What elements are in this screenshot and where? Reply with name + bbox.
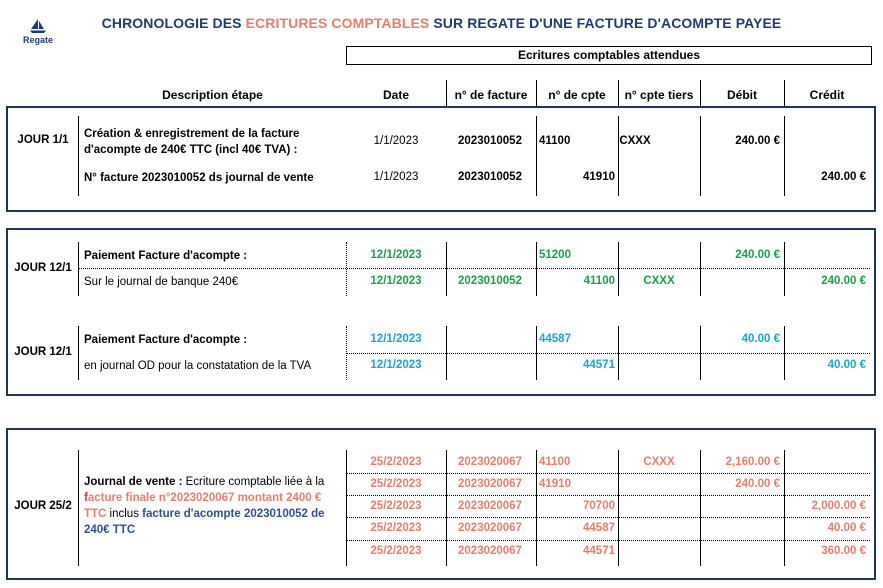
header-divider (536, 80, 537, 106)
header-divider (700, 80, 701, 106)
row-divider (346, 517, 870, 518)
entry-invoice: 2023010052 (458, 171, 522, 183)
entry-invoice: 2023020067 (458, 478, 522, 490)
entry-invoice: 2023020067 (458, 545, 522, 557)
day-divider (78, 116, 79, 196)
header-credit: Crédit (809, 88, 845, 102)
entry-credit: 2,000.00 € (811, 500, 866, 512)
entry-third-party: CXXX (619, 135, 651, 147)
entry-date: 25/2/2023 (370, 522, 422, 534)
header-account: n° de cpte (548, 88, 606, 102)
entry-date: 12/1/2023 (370, 333, 422, 345)
entry-date: 25/2/2023 (370, 545, 422, 557)
step-description: Sur le journal de banque 240€ (84, 276, 239, 288)
entry-account: 41100 (583, 275, 615, 287)
entry-date: 12/1/2023 (370, 359, 422, 371)
column-divider (536, 116, 537, 196)
row-divider (346, 495, 870, 496)
column-divider (618, 116, 619, 196)
entry-date: 25/2/2023 (370, 500, 422, 512)
desc-f-letter: f (84, 492, 88, 504)
entry-account: 44587 (539, 333, 571, 345)
entry-date: 1/1/2023 (373, 171, 419, 183)
entry-date: 12/1/2023 (370, 275, 422, 287)
header-third-party: n° cpte tiers (624, 88, 694, 102)
row-divider (78, 268, 870, 269)
entry-credit: 240.00 € (821, 275, 866, 287)
desc-deposit-invoice: facture d'acompte 2023010052 de 240€ TTC (84, 508, 325, 536)
entry-debit: 2,160.00 € (725, 456, 780, 468)
desc-text-inclus: inclus (106, 508, 143, 520)
day-label: JOUR 12/1 (14, 262, 72, 274)
entry-account: 41100 (539, 135, 571, 147)
header-divider (446, 80, 447, 106)
column-divider (446, 242, 447, 296)
step-description (84, 474, 336, 538)
entry-account: 44587 (583, 522, 615, 534)
entry-credit: 40.00 € (827, 359, 866, 371)
day-label: JOUR 1/1 (17, 134, 69, 146)
header-debit: Débit (727, 88, 757, 102)
step-description: Paiement Facture d'acompte : (84, 250, 248, 262)
entry-account: 51200 (539, 249, 571, 261)
step-description: Création & enregistrement de la facture d'acompte de 240€ TTC (incl 40€ TVA) : (84, 128, 300, 156)
title-part-1: CHRONOLOGIE DES (101, 15, 246, 31)
desc-journal-label: Journal de vente : (84, 476, 183, 488)
row-divider (346, 473, 870, 474)
header-divider (618, 80, 619, 106)
entry-debit: 240.00 € (735, 249, 780, 261)
entry-account: 41910 (583, 171, 615, 183)
block-jour-1-1 (6, 106, 876, 212)
entry-date: 25/2/2023 (370, 478, 422, 490)
entry-date: 25/2/2023 (370, 456, 422, 468)
header-invoice: n° de facture (454, 88, 528, 102)
column-divider (536, 242, 537, 296)
entry-account: 41100 (539, 456, 571, 468)
header-description: Description étape (162, 88, 263, 102)
entry-invoice: 2023010052 (458, 135, 522, 147)
day-divider (78, 450, 79, 566)
entry-date: 12/1/2023 (370, 249, 422, 261)
title-highlight: ECRITURES COMPTABLES (245, 15, 430, 31)
day-label: JOUR 12/1 (14, 346, 72, 358)
entry-account: 44571 (583, 359, 615, 371)
header-date: Date (382, 88, 409, 102)
title-part-3: SUR REGATE D'UNE FACTURE D'ACOMPTE PAYEE (429, 15, 782, 31)
day-label: JOUR 25/2 (14, 500, 72, 512)
step-description: Paiement Facture d'acompte : (84, 334, 248, 346)
entry-date: 1/1/2023 (373, 135, 419, 147)
desc-text: Ecriture comptable liée à la (182, 476, 325, 488)
entry-debit: 40.00 € (741, 333, 780, 345)
entry-invoice: 2023010052 (458, 275, 522, 287)
column-divider (618, 242, 619, 296)
entry-credit: 240.00 € (821, 171, 866, 183)
entry-account: 44571 (583, 545, 615, 557)
day-divider (78, 326, 79, 380)
day-divider (78, 242, 79, 296)
entry-invoice: 2023020067 (458, 522, 522, 534)
entry-credit: 40.00 € (827, 522, 866, 534)
step-description: N° facture 2023010052 ds journal de vente (84, 172, 314, 184)
entry-invoice: 2023020067 (458, 500, 522, 512)
entry-debit: 240.00 € (735, 135, 780, 147)
page-title (0, 15, 883, 31)
entry-credit: 360.00 € (821, 545, 866, 557)
entry-invoice: 2023020067 (458, 456, 522, 468)
entry-account: 70700 (583, 500, 615, 512)
row-divider (346, 540, 870, 541)
entry-debit: 240.00 € (735, 478, 780, 490)
header-divider (784, 80, 785, 106)
column-divider (784, 242, 785, 296)
entry-third-party: CXXX (643, 456, 675, 468)
expected-entries-label: Ecritures comptables attendues (346, 46, 872, 65)
logo-label: Regate (22, 35, 53, 45)
entry-third-party: CXXX (643, 275, 675, 287)
desc-final-invoice: acture finale n°2023020067 montant 2400 € TTC (84, 492, 322, 520)
column-divider (784, 116, 785, 196)
step-description: en journal OD pour la constatation de la TVA (84, 360, 312, 372)
column-divider (700, 116, 701, 196)
row-divider (346, 353, 870, 354)
entry-account: 41910 (539, 478, 571, 490)
